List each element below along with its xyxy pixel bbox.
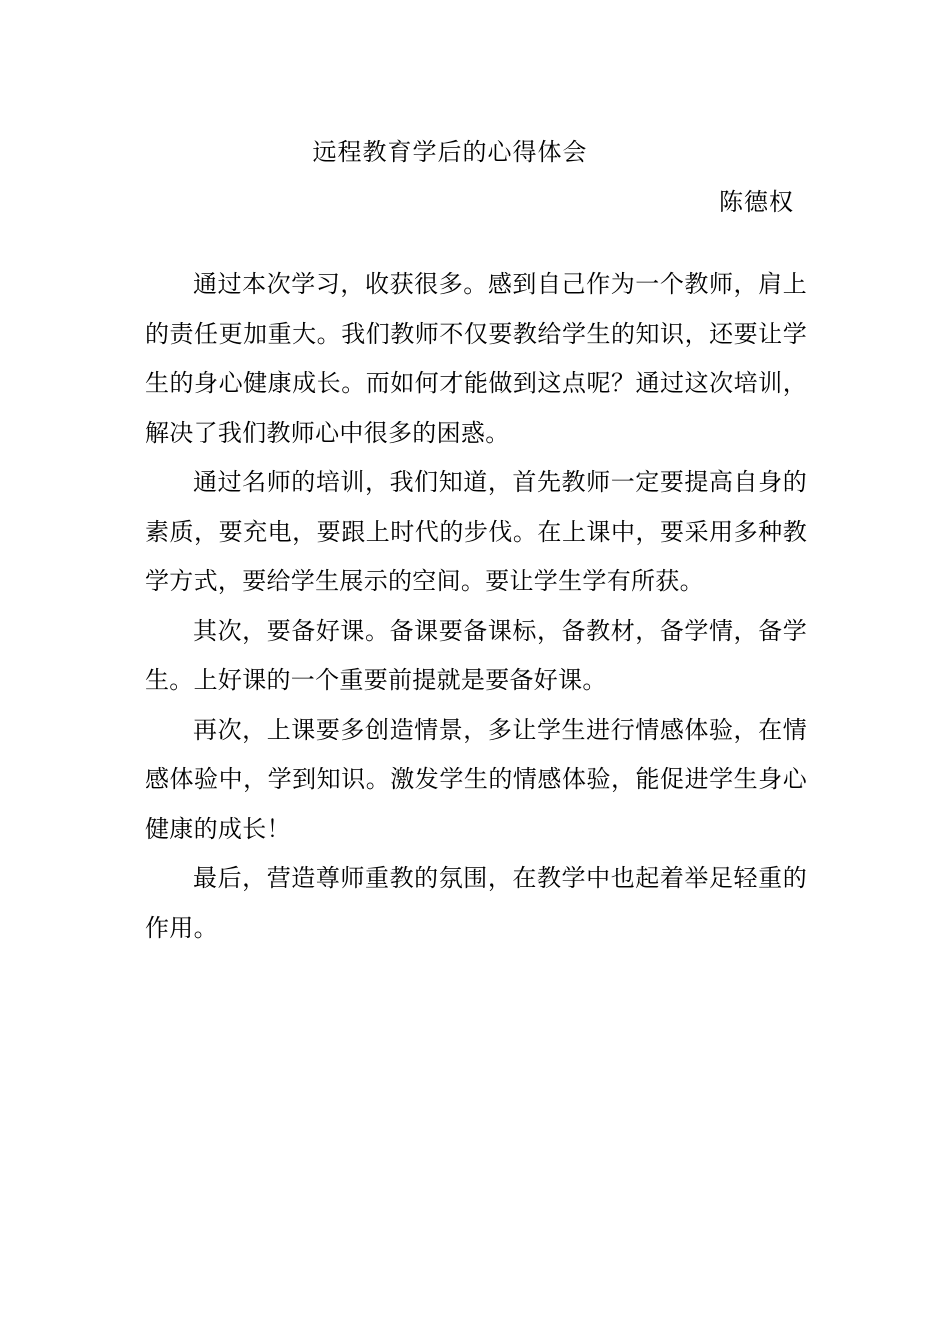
paragraph: 其次，要备好课。备课要备课标，备教材，备学情，备学生。上好课的一个重要前提就是要备好课。 xyxy=(145,616,807,694)
paragraph: 最后，营造尊师重教的氛围，在教学中也起着举足轻重的作用。 xyxy=(145,864,807,942)
document-title: 远程教育学后的心得体会 xyxy=(312,138,588,166)
author-name: 陈德权 xyxy=(719,188,794,216)
paragraph: 通过名师的培训，我们知道，首先教师一定要提高自身的素质，要充电，要跟上时代的步伐。在上课中，要采用多种教学方式，要给学生展示的空间。要让学生学有所获。 xyxy=(145,468,807,595)
paragraph: 通过本次学习，收获很多。感到自己作为一个教师，肩上的责任更加重大。我们教师不仅要教给学生的知识，还要让学生的身心健康成长。而如何才能做到这点呢？通过这次培训，解决了我们教师心中很多的困惑。 xyxy=(145,270,807,447)
paragraph: 再次，上课要多创造情景，多让学生进行情感体验，在情感体验中，学到知识。激发学生的情感体验，能促进学生身心健康的成长！ xyxy=(145,715,807,843)
document-body xyxy=(145,260,807,953)
